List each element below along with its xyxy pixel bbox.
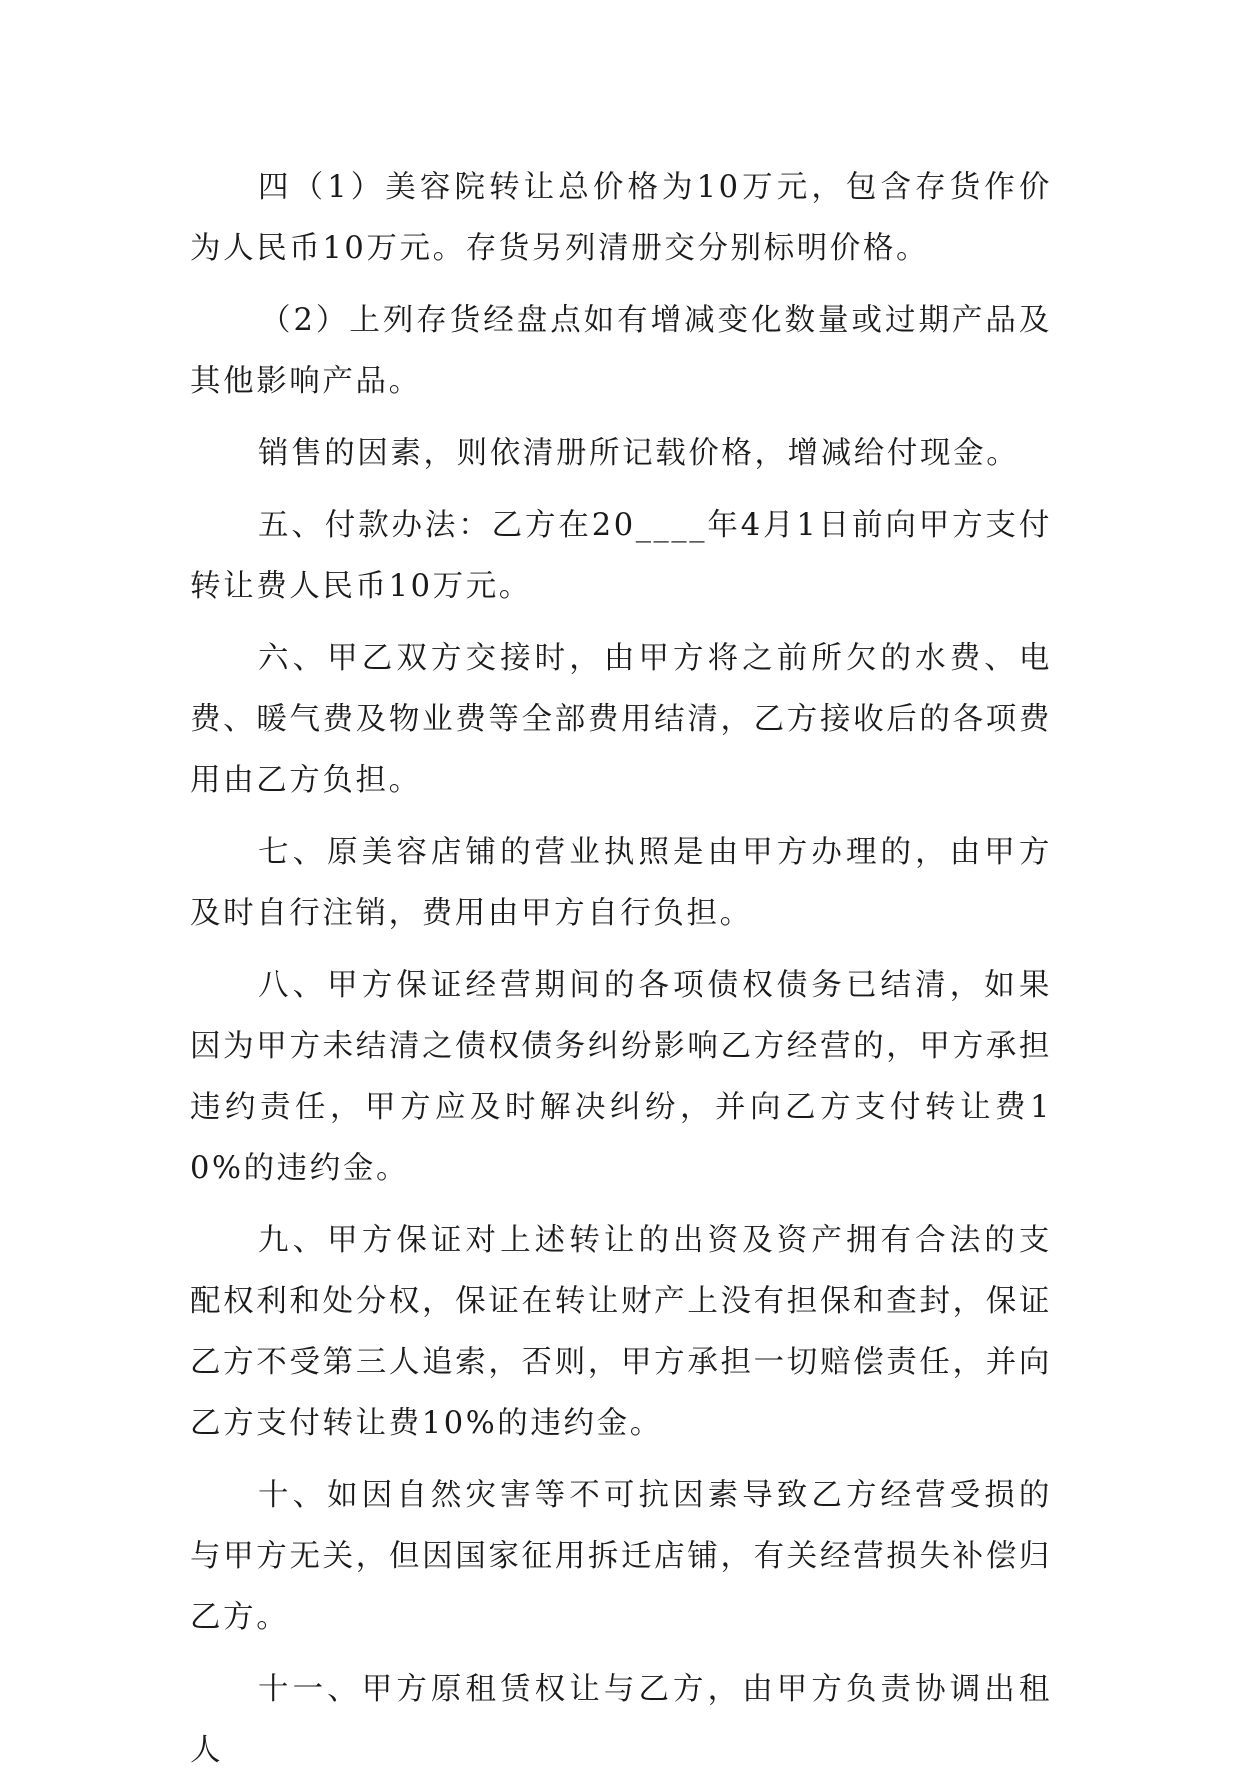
clause-8-debts: 八、甲方保证经营期间的各项债权债务已结清，如果因为甲方未结清之债权债务纠纷影响乙方经营的，甲方承担违约责任，甲方应及时解决纠纷，并向乙方支付转让费10%的违约金。 [190,968,1052,1186]
clause-10-force-majeure: 十、如因自然灾害等不可抗因素导致乙方经营受损的与甲方无关，但因国家征用拆迁店铺，有关经营损失补偿归乙方。 [190,1478,1052,1635]
clause-9-ownership-guarantee: 九、甲方保证对上述转让的出资及资产拥有合法的支配权利和处分权，保证在转让财产上没有担保和查封，保证乙方不受第三人追索，否则，甲方承担一切赔偿责任，并向乙方支付转让费10%的违约金。 [190,1223,1052,1441]
clause-4-inventory-adjustment: （2）上列存货经盘点如有增减变化数量或过期产品及其他影响产品。 [190,303,1052,399]
clause-5-payment: 五、付款办法：乙方在20____年4月1日前向甲方支付转让费人民币10万元。 [190,508,1052,604]
clause-11-lease-transfer: 十一、甲方原租赁权让与乙方，由甲方负责协调出租人 [190,1672,1052,1768]
clause-7-business-license: 七、原美容店铺的营业执照是由甲方办理的，由甲方及时自行注销，费用由甲方自行负担。 [190,835,1052,931]
document-body [190,157,1052,1792]
clause-4-price: 四（1）美容院转让总价格为10万元，包含存货作价为人民币10万元。存货另列清册交分别标明价格。 [190,170,1052,266]
clause-4-sales-factor: 销售的因素，则依清册所记载价格，增减给付现金。 [258,436,1020,471]
clause-6-handover-fees: 六、甲乙双方交接时，由甲方将之前所欠的水费、电费、暖气费及物业费等全部费用结清，乙方接收后的各项费用由乙方负担。 [190,641,1052,798]
